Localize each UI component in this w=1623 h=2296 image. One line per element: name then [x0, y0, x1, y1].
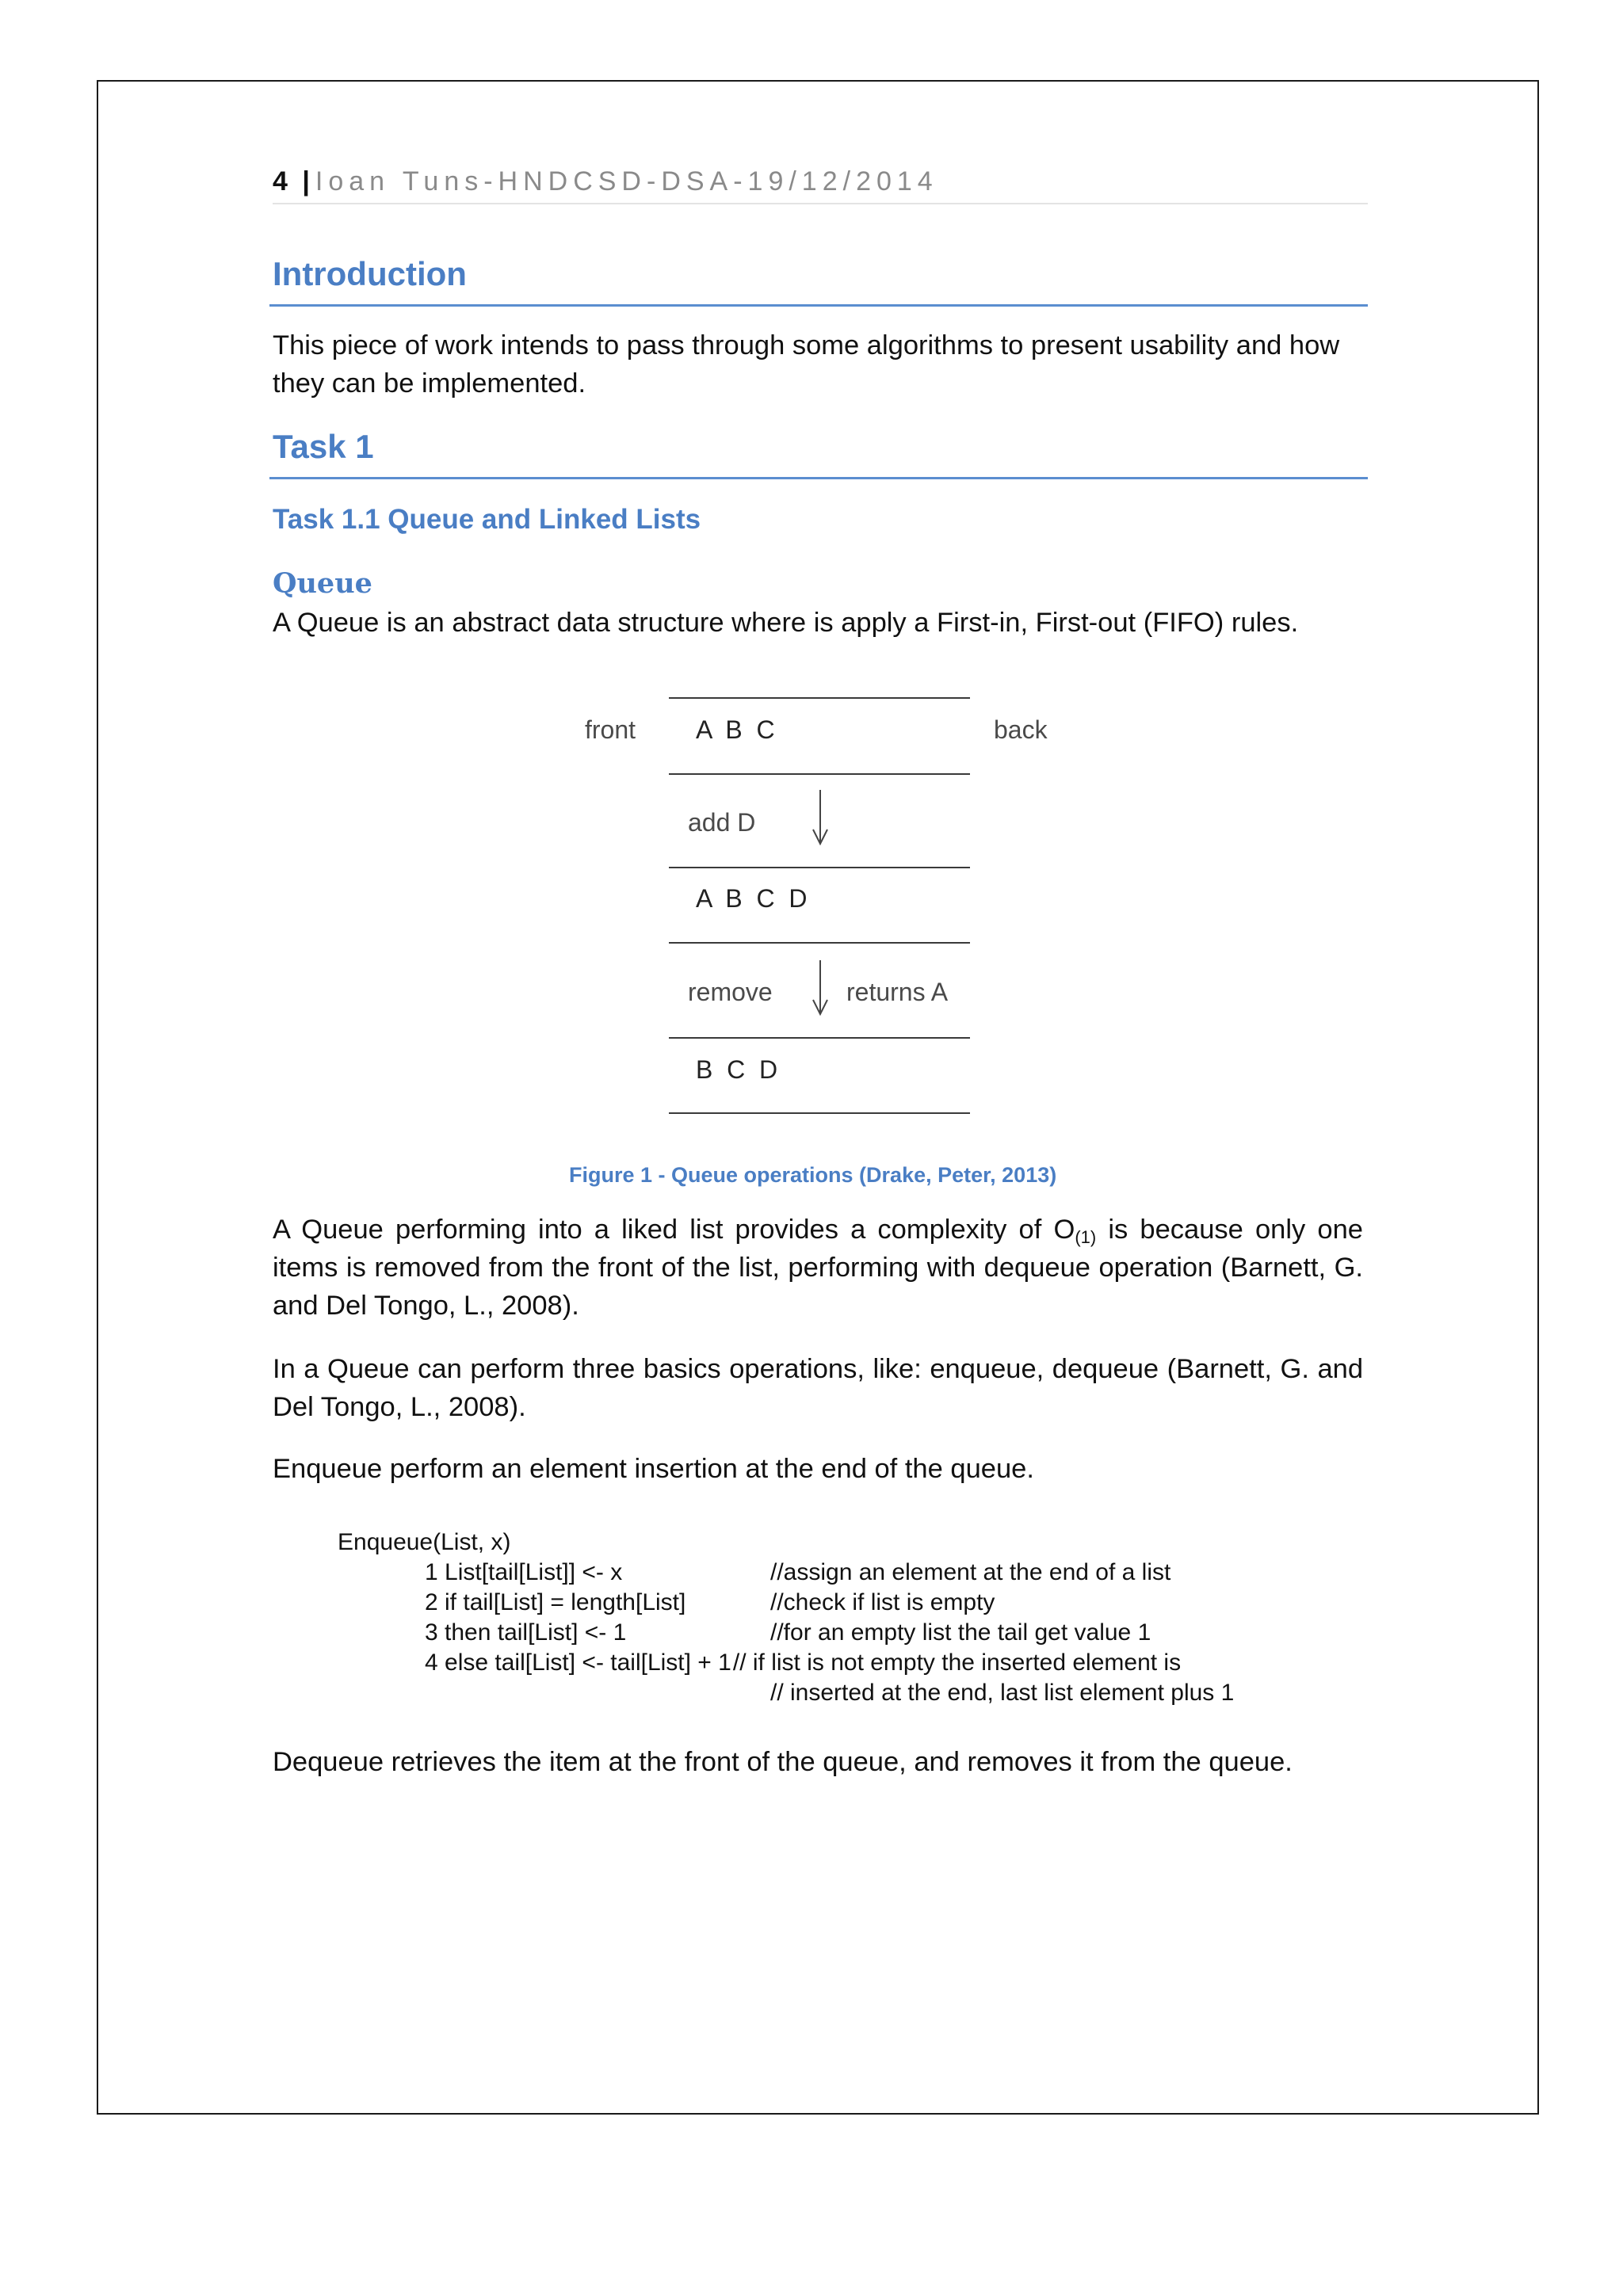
- header-separator: |: [302, 166, 315, 196]
- enqueue-signature: Enqueue(List, x): [338, 1529, 511, 1555]
- operation-remove-label: remove: [688, 978, 773, 1006]
- queue-heading: Queue: [273, 567, 372, 600]
- task1-1-subheading: Task 1.1 Queue and Linked Lists: [273, 504, 701, 535]
- code-comment: //check if list is empty: [770, 1589, 995, 1615]
- introduction-rule: [269, 304, 1368, 307]
- dequeue-paragraph: Dequeue retrieves the item at the front of the queue, and removes it from the queue.: [273, 1747, 1293, 1777]
- queue-row-3: B C D: [696, 1055, 778, 1084]
- code-statement: 3 then tail[List] <- 1: [425, 1619, 627, 1646]
- code-line: [425, 1618, 1181, 1648]
- operation-remove-result: returns A: [846, 978, 949, 1006]
- down-arrow-icon: [808, 788, 832, 849]
- complexity-text-a: A Queue performing into a liked list provides a complexity of O: [273, 1215, 1075, 1245]
- code-line: [425, 1588, 1181, 1618]
- queue-row-2: A B C D: [696, 884, 808, 913]
- operation-add-label: add D: [688, 808, 756, 837]
- front-label: front: [585, 715, 636, 744]
- code-statement: 2 if tail[List] = length[List]: [425, 1589, 686, 1615]
- code-comment: //assign an element at the end of a list: [770, 1559, 1171, 1585]
- figure-line: [669, 697, 970, 699]
- figure-line: [669, 867, 970, 868]
- complexity-paragraph: [273, 1211, 1363, 1325]
- queue-row-1: A B C: [696, 715, 775, 744]
- code-comment: // inserted at the end, last list element plus 1: [770, 1680, 1235, 1706]
- enqueue-paragraph: Enqueue perform an element insertion at the end of the queue.: [273, 1454, 1034, 1484]
- figure-line: [669, 1037, 970, 1039]
- code-comment: // if list is not empty the inserted element is: [732, 1650, 1182, 1676]
- queue-definition: A Queue is an abstract data structure where is apply a First-in, First-out (FIFO) rules.: [273, 608, 1299, 638]
- figure-caption: Figure 1 - Queue operations (Drake, Peter, 2013): [569, 1163, 1057, 1187]
- task1-rule: [269, 477, 1368, 479]
- header-rule: [273, 203, 1368, 204]
- code-statement: 4 else tail[List] <- tail[List] + 1: [425, 1650, 731, 1676]
- task1-heading: Task 1: [273, 428, 374, 465]
- code-line: [425, 1678, 1235, 1708]
- code-line: [425, 1558, 1181, 1588]
- back-label: back: [994, 715, 1048, 744]
- down-arrow-icon: [808, 959, 832, 1019]
- complexity-subscript: (1): [1075, 1227, 1097, 1247]
- running-title: Ioan Tuns-HNDCSD-DSA-19/12/2014: [315, 166, 938, 196]
- complexity-text-b: is because only one items is removed from the front of the list, performing with dequeue operation (Barnett, G. and Del Tongo, L., 2008).: [273, 1215, 1363, 1321]
- code-line: [425, 1648, 1181, 1678]
- figure-line: [669, 1112, 970, 1114]
- code-statement: 1 List[tail[List]] <- x: [425, 1559, 623, 1585]
- figure-line: [669, 773, 970, 775]
- page-number: 4: [273, 166, 289, 196]
- operations-paragraph: In a Queue can perform three basics operations, like: enqueue, dequeue (Barnett, G. and Del Tongo, L., 2008).: [273, 1354, 1363, 1422]
- running-header: [273, 166, 938, 197]
- code-block: [425, 1558, 1235, 1708]
- introduction-heading: Introduction: [273, 255, 467, 292]
- code-comment: //for an empty list the tail get value 1: [770, 1619, 1151, 1646]
- introduction-text: This piece of work intends to pass through some algorithms to present usability and how they can be implemented.: [273, 330, 1340, 399]
- figure-line: [669, 942, 970, 944]
